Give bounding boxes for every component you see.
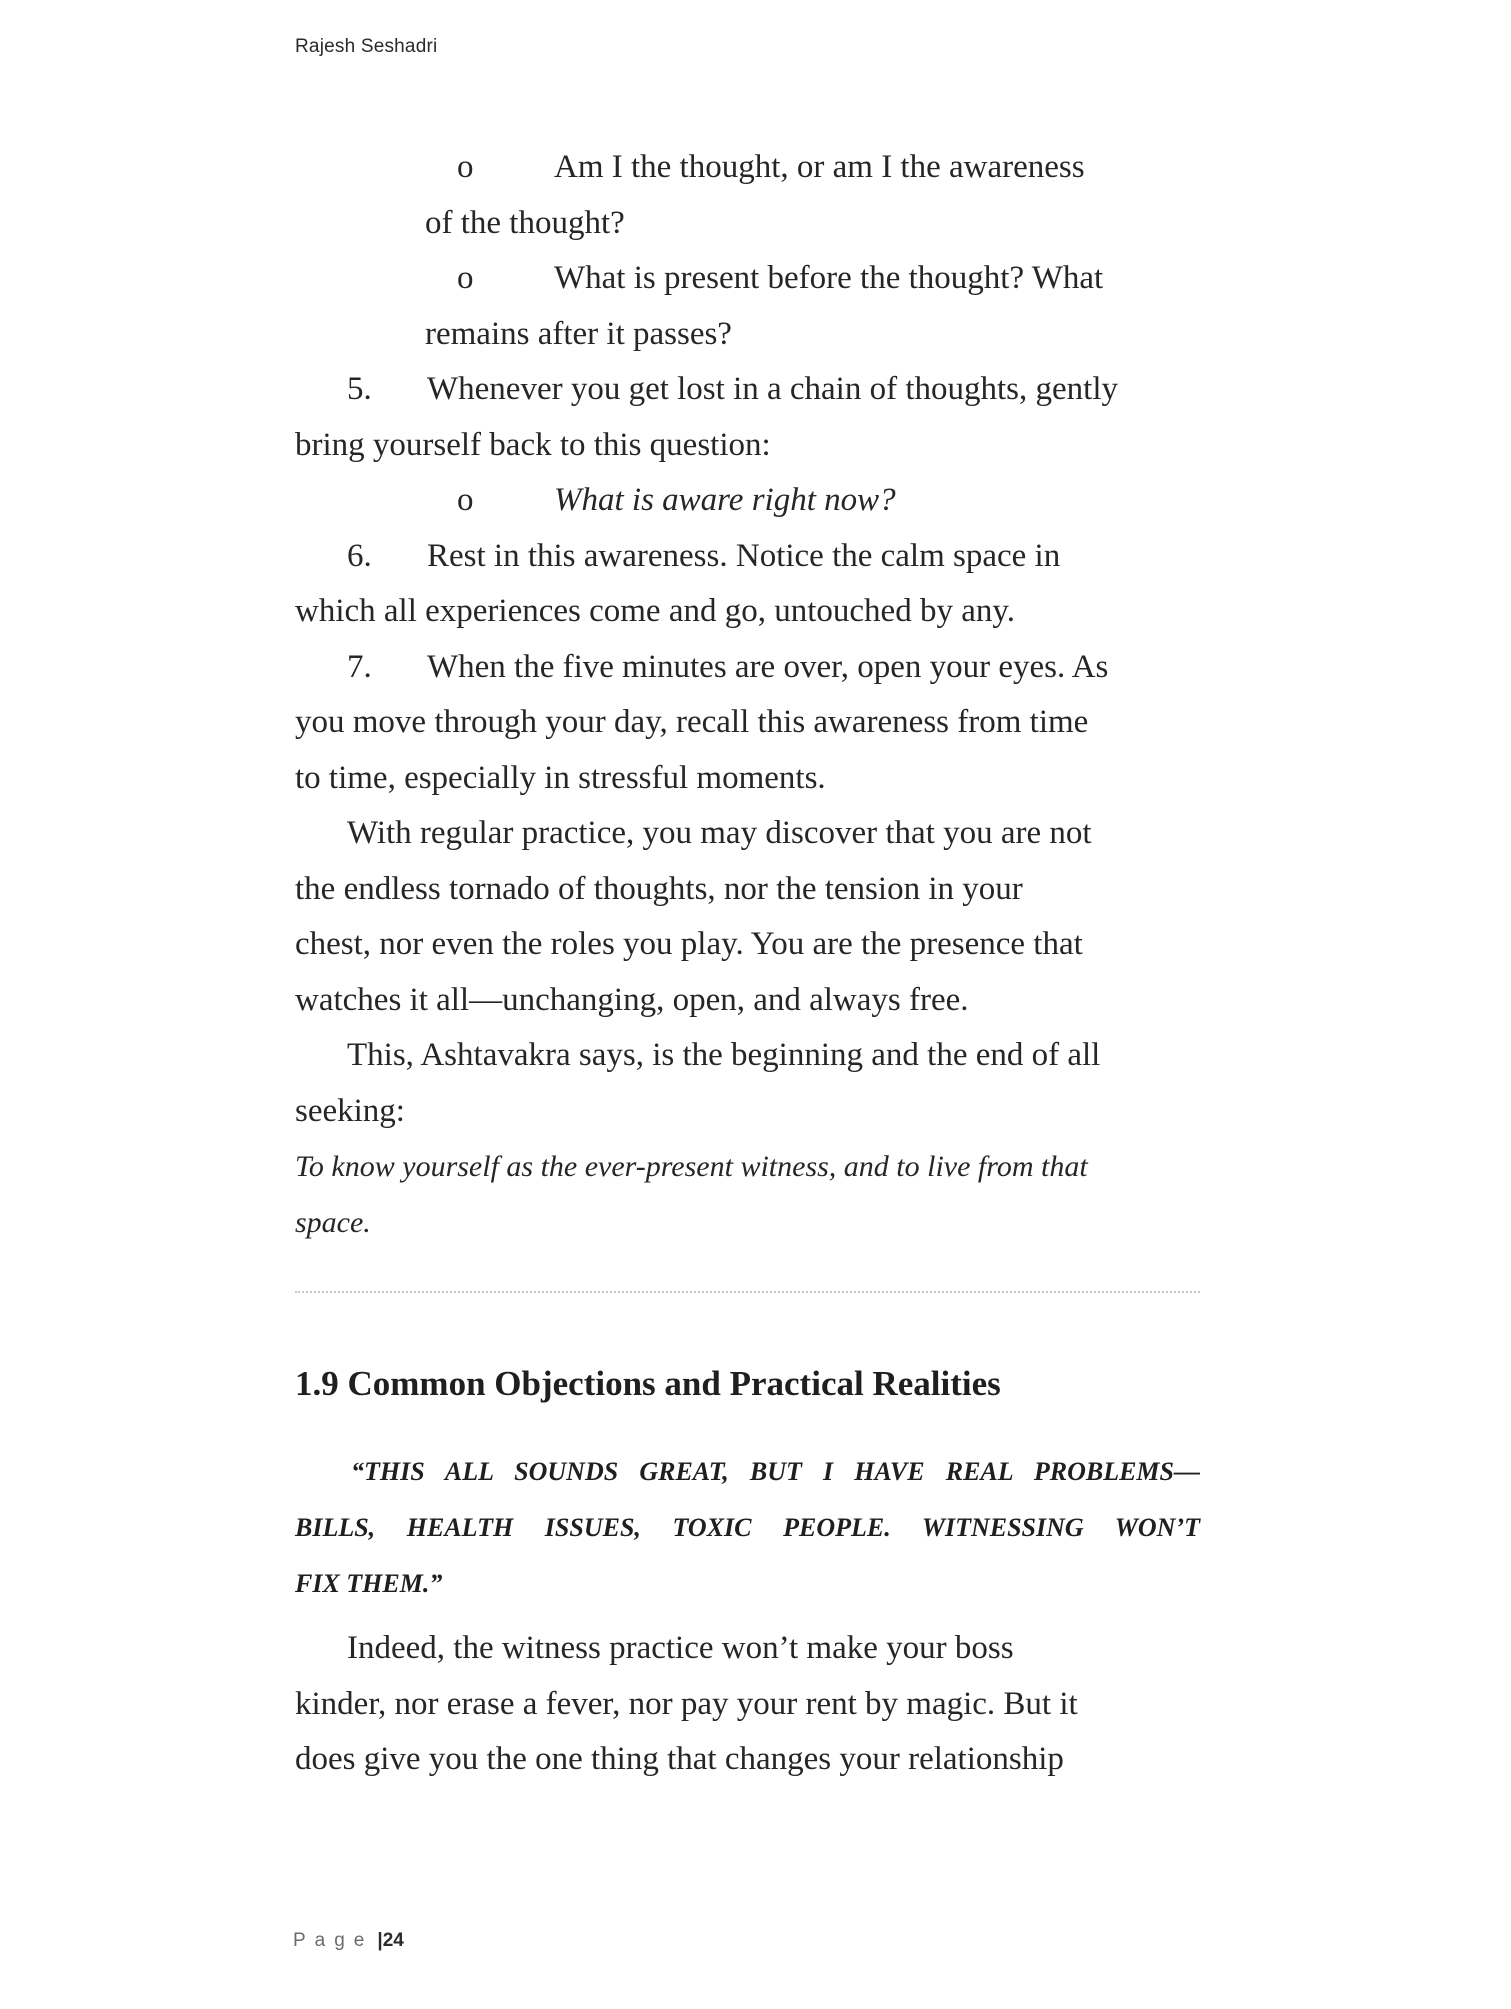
text-line: What is present before the thought? What — [554, 260, 1104, 296]
page-footer — [293, 1930, 404, 1952]
text-line: which all experiences come and go, untouched by any. — [295, 593, 1015, 629]
footer-separator: | — [377, 1930, 383, 1951]
running-header-author: Rajesh Seshadri — [295, 36, 438, 57]
text-line: When the five minutes are over, open your eyes. As — [427, 648, 1109, 685]
text-line: kinder, nor erase a fever, nor pay your rent by magic. But it — [295, 1685, 1078, 1722]
quote-line: BILLS, HEALTH ISSUES, TOXIC PEOPLE. WITNESSING WON’T — [295, 1513, 1200, 1542]
text-line: chest, nor even the roles you play. You are the presence that — [295, 926, 1083, 962]
body-text — [295, 140, 1200, 1250]
bullet: o — [457, 149, 474, 185]
list-item — [295, 140, 1200, 196]
text-line: bring yourself back to this question: — [295, 426, 771, 463]
text-line: To know yourself as the ever-present witness, and to live from that — [295, 1150, 1088, 1183]
page-label: Page — [293, 1930, 374, 1951]
text-line: Am I the thought, or am I the awareness — [554, 149, 1085, 185]
text-line: This, Ashtavakra says, is the beginning and the end of all — [347, 1037, 1101, 1073]
bullet: o — [457, 260, 474, 296]
list-item — [295, 251, 1200, 307]
text-line: the endless tornado of thoughts, nor the tension in your — [295, 870, 1023, 907]
text-line: Indeed, the witness practice won’t make your boss — [347, 1630, 1014, 1666]
item-number: 7. — [347, 648, 372, 685]
text-line: With regular practice, you may discover that you are not — [347, 815, 1092, 851]
text-line: of the thought? — [425, 204, 625, 241]
objection-quote — [295, 1444, 1200, 1612]
text-line: you move through your day, recall this awareness from time — [295, 704, 1089, 740]
item-number: 6. — [347, 537, 372, 574]
bullet: o — [457, 482, 474, 518]
text-line: What is aware right now? — [554, 482, 896, 518]
quote-line: FIX THEM.” — [295, 1569, 443, 1598]
quote-line: “THIS ALL SOUNDS GREAT, BUT I HAVE REAL PROBLEMS— — [351, 1457, 1200, 1486]
item-number: 5. — [347, 371, 372, 407]
text-line: space. — [295, 1205, 371, 1239]
list-item — [295, 529, 1200, 585]
list-item — [295, 473, 1200, 529]
text-line: Rest in this awareness. Notice the calm space in — [427, 537, 1061, 574]
section-divider — [295, 1291, 1200, 1293]
text-line: Whenever you get lost in a chain of thoughts, gently — [427, 371, 1119, 407]
text-line: seeking: — [295, 1092, 405, 1129]
page-number: 24 — [382, 1930, 404, 1951]
body-text-continued — [295, 1621, 1200, 1788]
text-line: remains after it passes? — [425, 315, 732, 352]
text-line: does give you the one thing that changes your relationship — [295, 1741, 1064, 1777]
text-line: watches it all—unchanging, open, and always free. — [295, 981, 969, 1018]
list-item — [295, 640, 1200, 696]
list-item — [295, 362, 1200, 418]
text-line: to time, especially in stressful moments. — [295, 759, 826, 796]
section-heading: 1.9 Common Objections and Practical Realities — [295, 1364, 1001, 1403]
